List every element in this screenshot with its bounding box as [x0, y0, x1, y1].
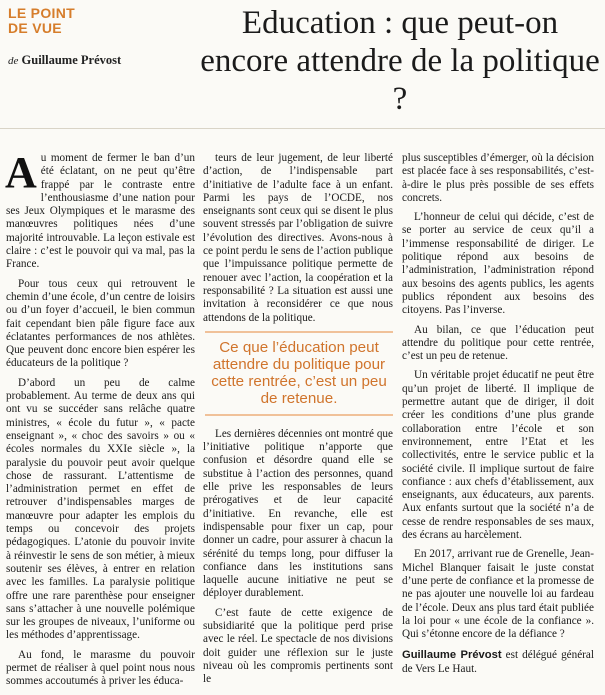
paragraph	[5, 148, 195, 272]
paragraph: Au bilan, ce que l’éducation peut attendre du politique pour cette rentrée, c’est un peu de retenue.	[402, 323, 594, 363]
byline	[8, 53, 121, 68]
signature-name: Guillaume Prévost	[402, 649, 502, 662]
section-kicker	[8, 6, 128, 36]
paragraph-text: u moment de fermer le ban d’un été éclatant, on ne peut qu’être frappé par le contraste entre l’enthousiasme d’une nation pour ses Jeux Olympiques et le marasme des manœuvres politiques nées d’une majorité introuvable. La leçon estivale est claire : c’est le pouvoir qui va mal, pas la France.	[6, 152, 195, 271]
header-divider	[0, 128, 605, 129]
paragraph: teurs de leur jugement, de leur liberté d’action, de l’indispensable part d’initiative de l’adulte face à un enfant. Parmi les pays de l’OCDE, nos enseignants sont ceux qui se disent le plus souvent stressés par l’obligation de suivre l’évolution des directives. Avons-nous à ce point perdu le sens de l’action publique que l’impuissance politique permette de renouer avec l’action, la coopération et la responsabilité ? La situation est aussi une invitation à reconsidérer ce que nous attendons de la politique.	[203, 152, 393, 324]
pull-quote: Ce que l’éducation peut attendre du politique pour cette rentrée, c’est un peu de retenue.	[205, 331, 393, 416]
column-2	[203, 152, 393, 693]
paragraph: En 2017, arrivant rue de Grenelle, Jean-Michel Blanquer faisait le juste constat d’une perte de confiance et la promesse de ne pas ajouter une nouvelle loi au fardeau de l’école. Deux ans plus tard était publiée la loi pour « une école de la confiance ». Qui s’étonne encore de la défiance ?	[402, 548, 594, 641]
paragraph: C’est faute de cette exigence de subsidiarité que la politique perd prise avec le réel. Le spectacle de nos divisions doit guider une réflexion sur le juste niveau où les compromis pertinents sont le	[203, 606, 393, 686]
paragraph: L’honneur de celui qui décide, c’est de se porter au service de ceux qu’il a l’immense responsabilité de diriger. Le politique répond aux besoins de l’administration, l’administration répond aux besoins des agents publics, les agents publics répondent aux besoins des citoyens. Pas l’inverse.	[402, 211, 594, 317]
drop-cap: A	[5, 148, 37, 197]
author-signature	[402, 649, 594, 676]
kicker-line-1: LE POINT	[8, 5, 75, 21]
byline-prefix: de	[8, 55, 19, 67]
paragraph: D’abord un peu de calme probablement. Au terme de deux ans qui ont vu se succéder sans relâche quatre ministres, « école du futur », « pacte enseignant », « choc des savoirs » ou « écoles normales du XXIe siècle », la paralysie du pouvoir peut avoir quelque chose de rassurant. L’attentisme de l’administration permet en effet de retrouver d’indispensables marges de manœuvre pour adapter les emplois du temps ou concevoir des projets pédagogiques. L’atonie du pouvoir invite à réinvestir le sens de son métier, à mieux soutenir ses élèves, à entrer en relation avec les familles. La paralysie politique offre une rare parenthèse pour enseigner sans s’attacher à une nouvelle polémique sur les groupes de niveaux, l’uniforme ou les méthodes d’apprentissage.	[6, 376, 195, 642]
paragraph: plus susceptibles d’émerger, où la décision est placée face à ses responsabilités, c’est-à-dire le plus près possible de ses effets concrets.	[402, 152, 594, 204]
paragraph: Au fond, le marasme du pouvoir permet de réaliser à quel point nous nous sommes accoutumés à priver les éduca-	[6, 648, 195, 688]
column-1	[5, 148, 195, 695]
headline: Education : que peut-on encore attendre de la politique ?	[200, 5, 600, 117]
signature-role: est délégué général de Vers Le Haut.	[402, 649, 594, 675]
byline-author: Guillaume Prévost	[21, 53, 122, 67]
kicker-line-2: DE VUE	[8, 20, 62, 36]
paragraph: Un véritable projet éducatif ne peut être qu’un projet de liberté. Il implique de permettre autant que de diriger, il doit créer les conditions d’une plus grande collaboration entre l’école et son environnement, entre l’Etat et les collectivités, entre le service public et la société civile. Il implique surtout de faire confiance : aux chefs d’établissement, aux enseignants, aux éducateurs, aux parents. Aux enfants surtout que la société n’a de cesse de rendre responsables de ses maux, des écrans au harcèlement.	[402, 369, 594, 542]
paragraph: Les dernières décennies ont montré que l’initiative politique n’apporte que confusion et désordre quand elle se substitue à l’action des personnes, quand elle prive les responsables de leurs prérogatives et de leur capacité d’initiative. En revanche, elle est indispensable pour fixer un cap, pour donner un cadre, pour assurer à chacun la sérénité du temps long, pour diffuser la confiance dans les institutions sans laquelle aucune initiative ne peut se déployer durablement.	[203, 427, 393, 600]
paragraph: Pour tous ceux qui retrouvent le chemin d’une école, d’un centre de loisirs ou d’un foyer d’accueil, le bien commun fait cependant bien pâle figure face aux éclatantes performances de nos athlètes. Que peuvent donc encore bien espérer les éducateurs de la politique ?	[6, 277, 195, 370]
column-3	[402, 152, 594, 676]
